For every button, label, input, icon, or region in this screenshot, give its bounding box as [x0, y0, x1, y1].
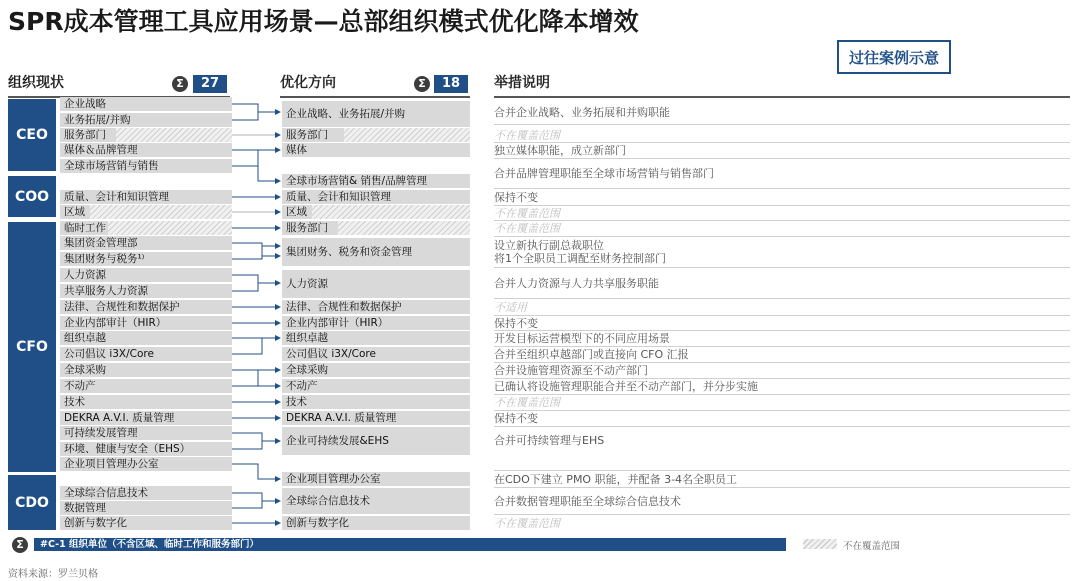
target-unit: 集团财务、税务和资金管理 — [282, 238, 470, 266]
measure-text: 将1个全职员工调配至财务控制部门 — [494, 252, 666, 265]
measure-divider — [494, 188, 1070, 189]
measure-text: 合并品牌管理职能至全球市场营销与销售部门 — [494, 167, 714, 180]
measure-divider — [494, 298, 1070, 299]
measure-divider — [494, 394, 1070, 395]
target-unit: 技术 — [282, 395, 470, 409]
current-unit: DEKRA A.V.I. 质量管理 — [60, 411, 232, 425]
measure-divider — [494, 346, 1070, 347]
page-title: SPR成本管理工具应用场景—总部组织模式优化降本增效 — [8, 7, 639, 36]
measure-not-covered: 不在覆盖范围 — [494, 207, 560, 220]
current-unit: 媒体＆品牌管理 — [60, 143, 232, 157]
current-unit: 创新与数字化 — [60, 516, 232, 530]
measure-text: 合并数据管理职能至全球综合信息技术 — [494, 495, 681, 508]
sigma-icon: Σ — [12, 537, 28, 553]
measure-divider — [494, 236, 1070, 237]
measure-text: 保持不变 — [494, 412, 538, 425]
current-unit-out-of-scope: 服务部门 — [60, 128, 116, 142]
measure-divider — [494, 487, 1070, 488]
dept-cdo: CDO — [8, 475, 56, 530]
current-unit: 技术 — [60, 395, 232, 409]
target-unit: 企业项目管理办公室 — [282, 472, 470, 486]
target-unit: 全球采购 — [282, 363, 470, 377]
measure-text: 开发目标运营模型下的不同应用场景 — [494, 332, 670, 345]
current-unit: 质量、会计和知识管理 — [60, 190, 232, 204]
measure-text: 在CDO下建立 PMO 职能，并配备 3-4名全职员工 — [494, 473, 738, 486]
current-unit: 组织卓越 — [60, 331, 232, 345]
measure-divider — [494, 142, 1070, 143]
current-unit: 企业项目管理办公室 — [60, 457, 232, 471]
current-state-header: 组织现状 — [8, 75, 64, 91]
direction-header: 优化方向 — [280, 75, 336, 91]
current-unit: 全球综合信息技术 — [60, 486, 232, 500]
sigma-icon: Σ — [172, 76, 188, 92]
measure-text: 合并设施管理资源至不动产部门 — [494, 364, 648, 377]
target-unit: 全球市场营销& 销售/品牌管理 — [282, 174, 470, 188]
current-unit: 企业内部审计（HIR） — [60, 316, 232, 330]
current-count-badge: 27 — [193, 75, 227, 93]
measure-text: 已确认将设施管理职能合并至不动产部门，并分步实施 — [494, 380, 758, 393]
target-unit: DEKRA A.V.I. 质量管理 — [282, 411, 470, 425]
measure-text: 合并人力资源与人力共享服务职能 — [494, 277, 659, 290]
measure-text: 设立新执行副总裁职位 — [494, 239, 604, 252]
current-unit: 集团财务与税务¹⁾ — [60, 252, 232, 266]
current-unit: 公司倡议 i3X/Core — [60, 347, 232, 361]
measure-divider — [494, 158, 1070, 159]
measure-divider — [494, 330, 1070, 331]
current-unit: 人力资源 — [60, 268, 232, 282]
target-unit: 全球综合信息技术 — [282, 488, 470, 514]
dept-ceo: CEO — [8, 99, 56, 171]
current-unit: 企业战略 — [60, 97, 232, 111]
current-unit-out-of-scope: 临时工作 — [60, 221, 108, 235]
measure-text: 保持不变 — [494, 191, 538, 204]
current-unit: 业务拓展/并购 — [60, 113, 232, 127]
target-unit: 媒体 — [282, 143, 470, 157]
target-unit: 企业可持续发展&EHS — [282, 427, 470, 455]
dept-cfo: CFO — [8, 222, 56, 472]
target-unit: 企业内部审计（HIR） — [282, 316, 470, 330]
source-note: 资料来源：罗兰贝格 — [8, 569, 98, 580]
sigma-icon: Σ — [414, 76, 430, 92]
target-unit: 创新与数字化 — [282, 516, 470, 530]
measure-divider — [494, 315, 1070, 316]
measures-header: 举措说明 — [494, 75, 550, 91]
measure-divider — [494, 378, 1070, 379]
measure-divider — [494, 267, 1070, 268]
measure-divider — [494, 362, 1070, 363]
target-unit-out-of-scope: 服务部门 — [282, 128, 344, 142]
current-unit-out-of-scope: 区域 — [60, 205, 90, 219]
measure-not-covered: 不在覆盖范围 — [494, 129, 560, 142]
measure-not-covered: 不在覆盖范围 — [494, 222, 560, 235]
measure-not-covered: 不在覆盖范围 — [494, 396, 560, 409]
measure-text: 独立媒体职能，成立新部门 — [494, 144, 626, 157]
measure-not-applicable: 不适用 — [494, 301, 527, 314]
current-unit: 可持续发展管理 — [60, 426, 232, 440]
measure-text: 保持不变 — [494, 317, 538, 330]
target-unit: 人力资源 — [282, 270, 470, 298]
current-unit: 环境、健康与安全（EHS） — [60, 442, 232, 456]
target-unit-out-of-scope: 区域 — [282, 205, 312, 219]
measure-divider — [494, 124, 1070, 125]
measure-divider — [494, 426, 1070, 427]
measure-divider — [494, 220, 1070, 221]
current-unit: 不动产 — [60, 379, 232, 393]
current-unit: 全球市场营销与销售 — [60, 159, 232, 173]
measure-divider — [494, 514, 1070, 515]
measure-divider — [494, 470, 1070, 471]
footer-note: #C-1 组织单位（不含区域、临时工作和服务部门） — [34, 538, 786, 551]
measure-text: 合并企业战略、业务拓展和并购职能 — [494, 106, 670, 119]
current-unit: 共享服务人力资源 — [60, 284, 232, 298]
target-unit: 质量、会计和知识管理 — [282, 190, 470, 204]
legend-hatch-swatch — [803, 539, 837, 549]
current-unit: 数据管理 — [60, 501, 232, 515]
dept-coo: COO — [8, 176, 56, 217]
measure-text: 合并可持续管理与EHS — [494, 434, 605, 447]
target-unit: 企业战略、业务拓展/并购 — [282, 101, 470, 127]
measure-not-covered: 不在覆盖范围 — [494, 517, 560, 530]
direction-count-badge: 18 — [434, 75, 468, 93]
legend-label: 不在覆盖范围 — [843, 541, 901, 552]
target-unit-out-of-scope: 服务部门 — [282, 221, 338, 235]
current-unit: 全球采购 — [60, 363, 232, 377]
target-unit: 法律、合规性和数据保护 — [282, 300, 470, 314]
measure-text: 合并至组织卓越部门或直接向 CFO 汇报 — [494, 348, 689, 361]
current-unit: 集团资金管理部 — [60, 236, 232, 250]
target-unit: 组织卓越 — [282, 331, 470, 345]
measure-divider — [494, 205, 1070, 206]
target-unit: 公司倡议 i3X/Core — [282, 347, 470, 361]
target-unit: 不动产 — [282, 379, 470, 393]
past-case-button[interactable]: 过往案例示意 — [837, 40, 951, 74]
current-unit: 法律、合规性和数据保护 — [60, 300, 232, 314]
measure-divider — [494, 410, 1070, 411]
